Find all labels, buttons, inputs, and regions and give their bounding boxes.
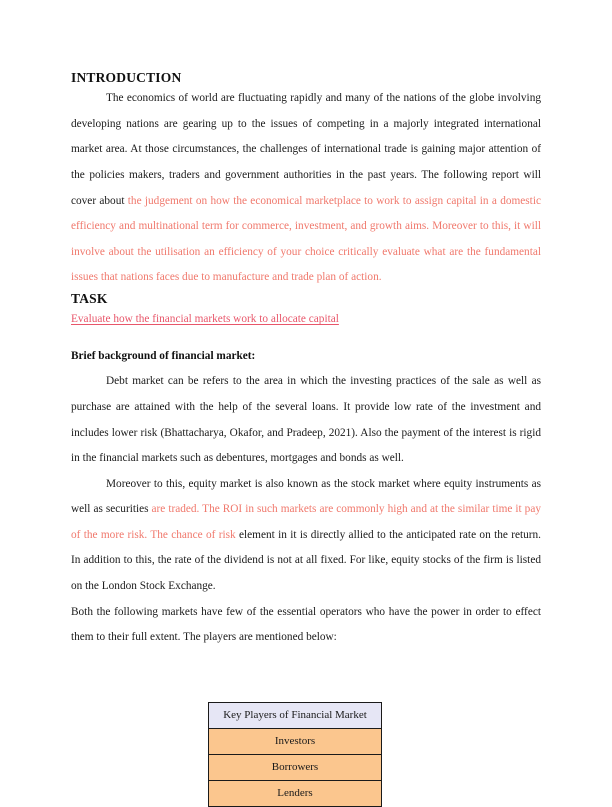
paragraph-introduction <box>71 86 541 291</box>
table-cell-investors: Investors <box>209 728 382 754</box>
key-players-table <box>208 702 382 807</box>
paragraph-equity-market <box>71 472 541 600</box>
heading-introduction: INTRODUCTION <box>71 70 182 85</box>
paragraph-debt-market: Debt market can be refers to the area in which the investing practices of the sale as well as purchase are attained with the help of the several loans. It provide low rate of the investment and includes lower risk (Bhattacharya, Okafor, and Pradeep, 2021). Also the payment of the interest is rigid in the financial markets such as debentures, mortgages and bonds as well. <box>71 375 541 465</box>
task-question-link[interactable]: Evaluate how the financial markets work to allocate capital <box>71 313 339 326</box>
table-cell-borrowers: Borrowers <box>209 754 382 780</box>
paragraph-players-intro: Both the following markets have few of the essential operators who have the power in order to effect them to their full extent. The players are mentioned below: <box>71 605 541 644</box>
table-row <box>209 780 382 806</box>
document-content <box>71 70 541 807</box>
table-cell-lenders: Lenders <box>209 780 382 806</box>
equity-text-black-b: element in it is directly allied to the anticipated rate on the return. In addition to this, the rate of the dividend is not at all fixed. For like, equity stocks of the firm is listed on the London Stock Exchange. <box>71 528 542 593</box>
equity-text-black-a: Moreover to this, equity market is also known as the stock market where equity instruments as well as securities <box>71 477 541 516</box>
table-header-cell: Key Players of Financial Market <box>209 702 382 728</box>
table-header-row <box>209 702 382 728</box>
task-link-container <box>71 307 541 333</box>
equity-text-red: are traded. The ROI in such markets are commonly high and at the similar time it pay of the more risk. The chance of risk <box>71 503 541 541</box>
table-row <box>209 754 382 780</box>
heading-task: TASK <box>71 290 108 306</box>
table-row <box>209 728 382 754</box>
intro-text-red: the judgement on how the economical marketplace to work to assign capital in a domestic efficiency and multinational term for commerce, investment, and growth aims. Moreover to this, it will involve about the utilisation an efficiency of your choice critically evaluate what are the fundamental issues that nations faces due to manufacture and trade plan of action. <box>71 194 541 284</box>
intro-text-black: The economics of world are fluctuating rapidly and many of the nations of the globe involving developing nations are gearing up to the issues of competing in a majorly integrated international market area. At those circumstances, the challenges of international trade is gaining major attention of the policies makers, traders and government authorities in the past years. The following report will cover about <box>71 92 541 207</box>
subheading-brief-background: Brief background of financial market: <box>71 349 256 362</box>
